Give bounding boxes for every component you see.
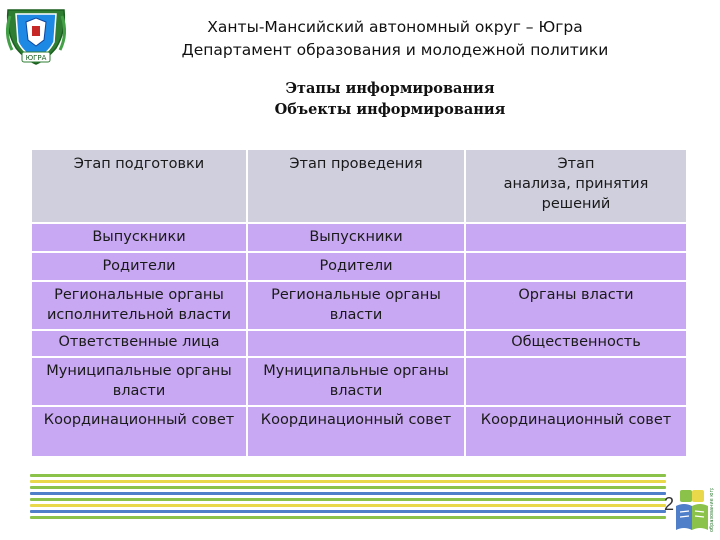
table-cell: Региональные органы исполнительной власти [32, 282, 248, 331]
table-cell: Выпускники [248, 224, 466, 253]
table-cell: Органы власти [466, 282, 686, 331]
table-cell [466, 358, 686, 407]
header-region-title: Ханты-Мансийский автономный округ – Югра [207, 18, 583, 36]
table-cell: Координационный совет [466, 407, 686, 458]
header-department-title: Департамент образования и молодежной политики [181, 41, 609, 59]
table-cell: Родители [248, 253, 466, 282]
table-row [32, 331, 686, 358]
emblem-text: ЮГРА [25, 54, 47, 62]
table-row [32, 224, 686, 253]
stripe-divider [30, 480, 666, 483]
stripe-divider [30, 486, 666, 489]
page-header [110, 16, 680, 62]
table-row [32, 282, 686, 331]
header-cell-conduct: Этап проведения [248, 150, 466, 224]
stripe-divider [30, 498, 666, 501]
slide-title-line1: Этапы информирования [285, 80, 495, 97]
header-cell-preparation: Этап подготовки [32, 150, 248, 224]
table-cell: Ответственные лица [32, 331, 248, 358]
table-cell: Муниципальные органы власти [248, 358, 466, 407]
vertical-brand-label: образование югры [709, 488, 715, 532]
stripe-divider [30, 474, 666, 477]
vertical-brand-text [706, 488, 716, 534]
table-cell: Региональные органы власти [248, 282, 466, 331]
header-cell-analysis: Этап анализа, принятия решений [466, 150, 686, 224]
table-cell: Координационный совет [32, 407, 248, 458]
table-header-row [32, 150, 686, 224]
table-cell: Родители [32, 253, 248, 282]
table-row [32, 253, 686, 282]
table-cell: Выпускники [32, 224, 248, 253]
table-cell [248, 331, 466, 358]
page-number: 2 [664, 494, 675, 514]
footer-stripes [30, 474, 666, 522]
stripe-divider [30, 510, 666, 513]
table-cell: Муниципальные органы власти [32, 358, 248, 407]
table-cell [466, 224, 686, 253]
coat-of-arms-icon [2, 2, 70, 68]
stages-table [32, 150, 686, 458]
table-row [32, 407, 686, 458]
stripe-divider [30, 504, 666, 507]
stripe-divider [30, 492, 666, 495]
table-row [32, 358, 686, 407]
table-cell: Координационный совет [248, 407, 466, 458]
slide-title-line2: Объекты информирования [274, 101, 506, 118]
table-cell: Общественность [466, 331, 686, 358]
stripe-divider [30, 516, 666, 519]
slide-title [130, 78, 650, 120]
table-cell [466, 253, 686, 282]
